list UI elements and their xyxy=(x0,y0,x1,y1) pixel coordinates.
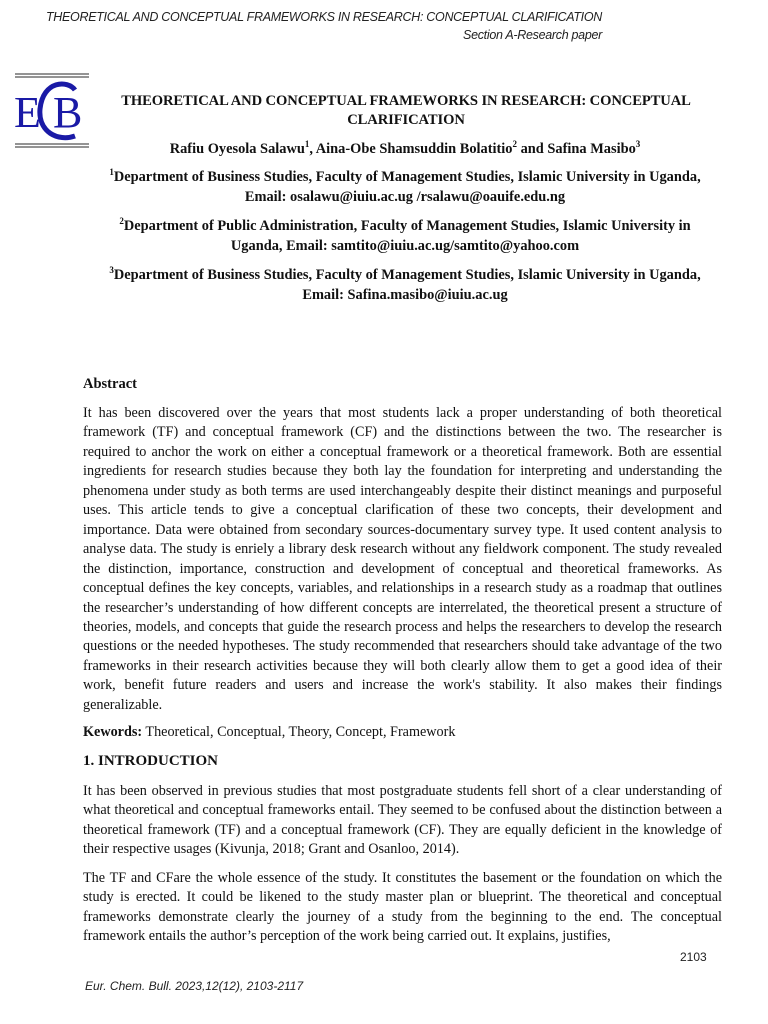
author-name: Aina-Obe Shamsuddin Bolatitio xyxy=(315,141,513,157)
affiliation-sup: 3 xyxy=(109,265,114,275)
author-name: Rafiu Oyesola Salawu xyxy=(169,141,305,157)
author-sup: 2 xyxy=(512,139,517,149)
abstract-heading: Abstract xyxy=(83,376,137,392)
affiliation-email: Uganda, Email: samtito@iuiu.ac.ug/samtito@yahoo.com xyxy=(230,237,580,254)
keywords-value: Theoretical, Conceptual, Theory, Concept, Framework xyxy=(142,724,456,740)
svg-text:B: B xyxy=(53,88,83,137)
affiliation-3 xyxy=(80,266,730,305)
affiliation-dept: Department of Business Studies, Faculty of Management Studies, Islamic University in Uganda, xyxy=(113,267,701,283)
keywords-label: Kewords: xyxy=(83,724,143,740)
keywords xyxy=(83,724,455,741)
affiliation-sup: 1 xyxy=(109,167,114,177)
affiliation-email: Email: Safina.masibo@iuiu.ac.ug xyxy=(302,286,508,303)
affiliation-sup: 2 xyxy=(119,216,124,226)
running-header xyxy=(0,8,602,44)
author-name: Safina Masibo xyxy=(547,141,636,157)
author-sep: , xyxy=(309,141,316,157)
abstract-text: It has been discovered over the years that most students lack a proper understanding of both theoretical framework (TF) and conceptual framework (CF) and the distinctions between the two. The researcher is required to anchor the work on either a conceptual framework or a theoretical framework. Both are essential ingredients for research studies because they both lay the foundation for interpreting and understanding the phenomena under study as both terms are used interchangeably despite their distinct meanings and purposeful uses. This article tends to give a conceptual clarification of these two concepts, their development and importance. Data were obtained from secondary sources-documentary survey type. It used content analysis to analyse data. The study is enriely a library desk research without any fieldwork component. The study revealed the distinction, importance, construction and development of conceptual and theoretical frameworks. As conceptual defines the key concepts, variables, and relationships in a research study as a roadmap that outlines the researcher’s understanding of how different concepts are interrelated, the theoretical present a structure of theories, models, and concepts that guide the research process and helps the researchers to develop the research questions or the needed hypotheses. The study recommended that researchers should take advantage of the two frameworks in their research activities because they will both clearly allow them to get a good idea of their work, benefit future readers and users and increase the work's stability. It also makes their findings generalizable. xyxy=(83,405,722,713)
journal-logo xyxy=(13,72,91,150)
author-sup: 1 xyxy=(304,139,310,149)
introduction-paragraph-1: It has been observed in previous studies that most postgraduate students fell short of a clear understanding of what theoretical and conceptual frameworks entail. They seemed to be confused about the distinction between a theoretical framework (TF) and a conceptual framework (CF). They are equally deficient in the knowledge of their respective usages (Kivunja, 2018; Grant and Osanloo, 2014). xyxy=(83,783,722,858)
title-line-2: CLARIFICATION xyxy=(347,112,465,128)
affiliation-email: Email: osalawu@iuiu.ac.ug /rsalawu@oauife.edu.ng xyxy=(244,188,566,205)
title-line-1: THEORETICAL AND CONCEPTUAL FRAMEWORKS IN RESEARCH: CONCEPTUAL xyxy=(121,93,691,109)
running-header-section: Section A-Research paper xyxy=(463,28,602,42)
author-sep: and xyxy=(517,141,548,157)
affiliation-2 xyxy=(80,217,730,256)
affiliation-dept: Department of Public Administration, Faculty of Management Studies, Islamic University in xyxy=(123,218,691,234)
author-sup: 3 xyxy=(635,139,641,149)
introduction-heading: 1. INTRODUCTION xyxy=(83,753,219,769)
page-number: 2103 xyxy=(680,950,707,964)
journal-citation-footer: Eur. Chem. Bull. 2023,12(12), 2103-2117 xyxy=(85,979,304,993)
running-header-title: THEORETICAL AND CONCEPTUAL FRAMEWORKS IN RESEARCH: CONCEPTUAL CLARIFICATION xyxy=(45,10,602,24)
introduction-paragraph-2: The TF and CFare the whole essence of the study. It constitutes the basement or the foundation on which the study is erected. It could be likened to the study master plan or blueprint. The theoretical and conceptual frameworks demonstrate clearly the journey of a study from the beginning to the end. The conceptual framework entails the author’s perception of the work being carried out. It explains, justifies, xyxy=(83,870,722,945)
paper-title xyxy=(100,92,712,130)
affiliation-1 xyxy=(80,168,730,207)
author-list xyxy=(80,140,730,159)
svg-text:E: E xyxy=(14,88,41,137)
affiliation-dept: Department of Business Studies, Faculty of Management Studies, Islamic University in Uganda, xyxy=(113,169,701,185)
